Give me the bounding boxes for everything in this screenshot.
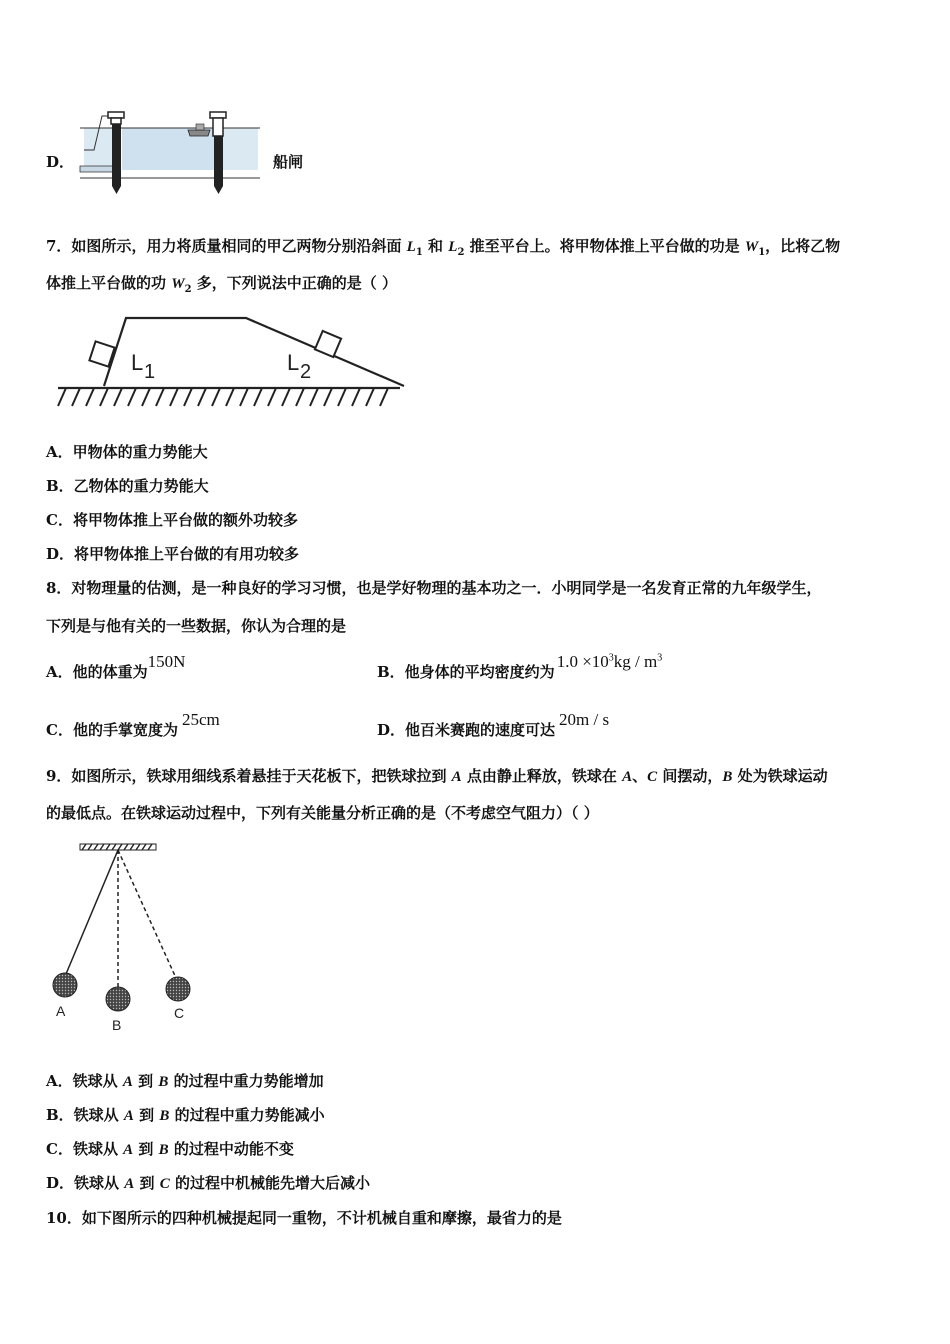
ball-c <box>166 977 190 1001</box>
q8-option-b[interactable] <box>377 652 663 681</box>
q8-stem-line2: 下列是与他有关的一些数据，你认为合理的是 <box>46 617 347 635</box>
label-l1-sub: 1 <box>144 361 156 383</box>
ball-a <box>53 973 77 997</box>
q8-option-c-value: 25cm <box>181 710 220 729</box>
pendulum-figure <box>46 842 206 1037</box>
label-a: A <box>56 1003 66 1019</box>
lock-water-right <box>222 128 258 170</box>
lock-boat <box>188 130 210 136</box>
q8-option-a-value: 150N <box>147 652 186 671</box>
q8-option-b-value: $1.0 \times 10^3kg / m^3$ <box>556 652 663 671</box>
lock-gate-right <box>214 136 223 186</box>
q8-option-d-value: 20m / s <box>559 710 610 729</box>
q7-stem-line1: 7．如图所示，用力将质量相同的甲乙两物分别沿斜面 $L_1$ 和 $L_2$ 推至平台上。将甲物体推上平台做的功是 $W_1$，比将乙物 <box>46 237 841 258</box>
q7-option-d[interactable]: D．将甲物体推上平台做的有用功较多 <box>46 545 300 563</box>
q9-option-c[interactable]: C．铁球从 A 到 B 的过程中动能不变 <box>46 1140 294 1158</box>
ship-lock-figure <box>80 106 260 196</box>
ball-b <box>106 987 130 1011</box>
q7-option-b[interactable]: B．乙物体的重力势能大 <box>46 477 209 495</box>
inclined-planes-figure <box>56 314 408 414</box>
q6-option-d-letter: D． <box>46 153 75 171</box>
label-l2: L <box>287 350 300 375</box>
label-b: B <box>112 1017 122 1033</box>
label-l2-sub: 2 <box>300 361 312 383</box>
q9-stem-line1: 9．如图所示，铁球用细线系着悬挂于天花板下，把铁球拉到 A 点由静止释放，铁球在 A、C 间摆动，B 处为铁球运动 <box>46 767 828 785</box>
q8-option-c-text: C．他的手掌宽度为 <box>46 721 178 739</box>
label-c: C <box>174 1005 185 1021</box>
q8-option-d-text: D．他百米赛跑的速度可达 <box>377 721 556 739</box>
q6-option-d-caption: 船闸 <box>273 153 304 171</box>
q8-stem-line1: 8．对物理量的估测，是一种良好的学习习惯，也是学好物理的基本功之一．小明同学是一名发育正常的九年级学生， <box>46 579 822 597</box>
q8-option-c[interactable] <box>46 710 220 739</box>
q8-option-d[interactable] <box>377 710 610 739</box>
lock-gate-left <box>112 124 121 186</box>
q8-option-b-text: B．他身体的平均密度约为 <box>377 663 555 681</box>
q9-option-a[interactable]: A．铁球从 A 到 B 的过程中重力势能增加 <box>46 1072 324 1090</box>
string-a <box>66 850 118 974</box>
block-yi <box>315 331 341 357</box>
label-l1: L <box>131 350 144 375</box>
q7-option-a[interactable]: A．甲物体的重力势能大 <box>46 443 208 461</box>
ground-hatch <box>58 388 388 406</box>
q9-option-d[interactable]: D．铁球从 A 到 C 的过程中机械能先增大后减小 <box>46 1174 370 1192</box>
string-c <box>118 850 176 978</box>
q8-option-a-text: A．他的体重为 <box>46 663 148 681</box>
q10-stem: 10．如下图所示的四种机械提起同一重物，不计机械自重和摩擦，最省力的是 <box>46 1209 562 1227</box>
q7-option-c[interactable]: C．将甲物体推上平台做的额外功较多 <box>46 511 298 529</box>
q8-option-a[interactable] <box>46 652 186 681</box>
q9-stem-line2: 的最低点。在铁球运动过程中，下列有关能量分析正确的是（不考虑空气阻力）（ ） <box>46 804 599 822</box>
q9-option-b[interactable]: B．铁球从 A 到 B 的过程中重力势能减小 <box>46 1106 325 1124</box>
q7-stem-line2: 体推上平台做的功 $W_2$ 多，下列说法中正确的是（ ） <box>46 274 397 295</box>
